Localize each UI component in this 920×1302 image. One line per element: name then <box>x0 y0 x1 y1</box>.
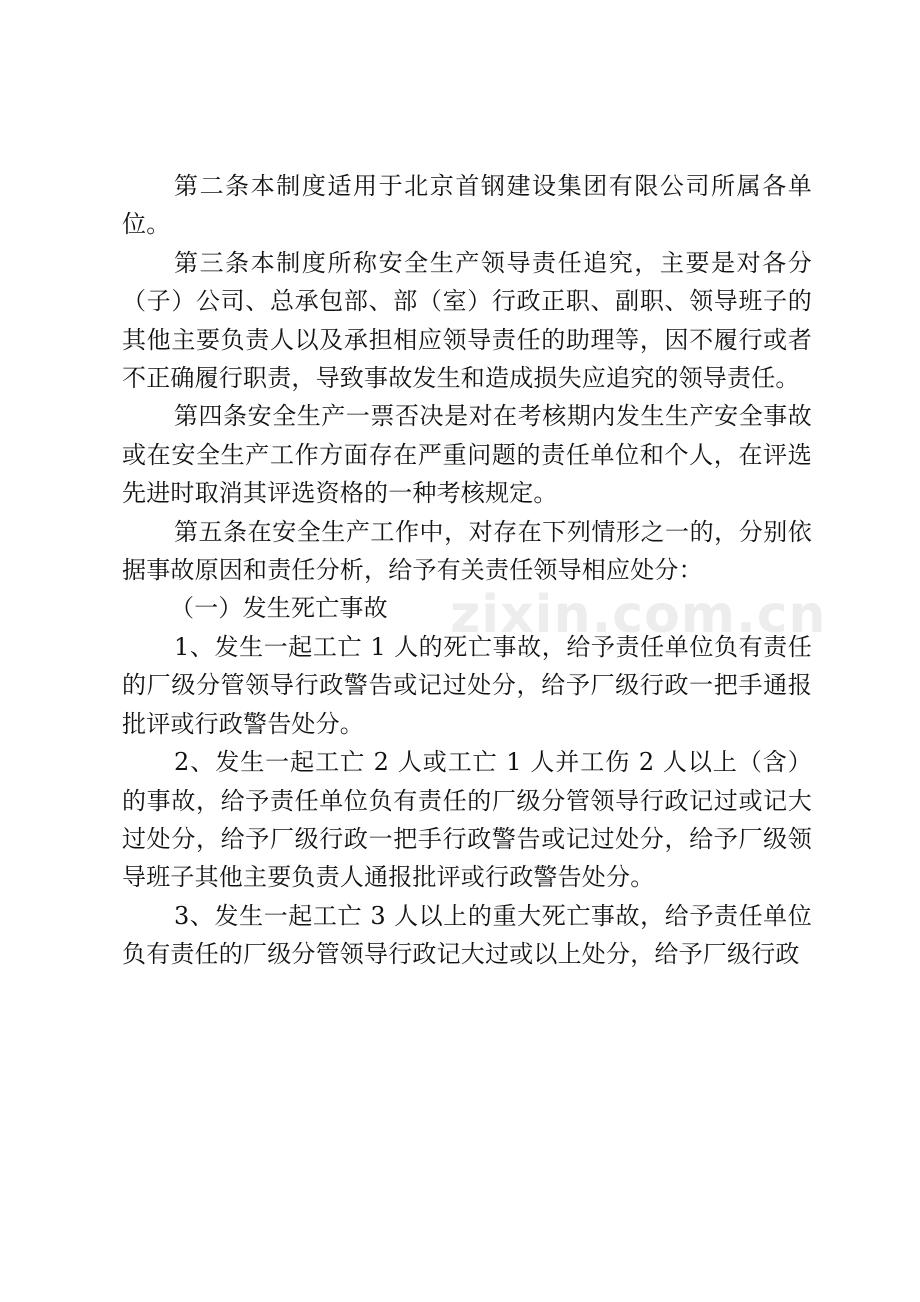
list-item-3: 3、发生一起工亡 3 人以上的重大死亡事故，给予责任单位负有责任的厂级分管领导行政记大过或以上处分，给予厂级行政 <box>122 901 812 969</box>
paragraph-article-5: 第五条在安全生产工作中，对存在下列情形之一的，分别依据事故原因和责任分析，给予有关责任领导相应处分： <box>122 517 812 585</box>
watermark: zixin.com.cn <box>450 585 827 645</box>
paragraph-article-3: 第三条本制度所称安全生产领导责任追究，主要是对各分（子）公司、总承包部、部（室）行政正职、副职、领导班子的其他主要负责人以及承担相应领导责任的助理等，因不履行或者不正确履行职责，导致事故发生和造成损失应追究的领导责任。 <box>122 248 812 393</box>
section-heading-death-accident: （一）发生死亡事故 <box>170 594 388 623</box>
list-item-1: 1、发生一起工亡 1 人的死亡事故，给予责任单位负有责任的厂级分管领导行政警告或记过处分，给予厂级行政一把手通报批评或行政警告处分。 <box>122 632 812 738</box>
list-item-2: 2、发生一起工亡 2 人或工亡 1 人并工伤 2 人以上（含）的事故，给予责任单位负有责任的厂级分管领导行政记过或记大过处分，给予厂级行政一把手行政警告或记过处分，给予厂级领导班子其他主要负责人通报批评或行政警告处分。 <box>122 748 812 892</box>
paragraph-article-4: 第四条安全生产一票否决是对在考核期内发生生产安全事故或在安全生产工作方面存在严重问题的责任单位和个人，在评选先进时取消其评选资格的一种考核规定。 <box>122 402 812 508</box>
document-body <box>122 167 827 974</box>
paragraph-article-2: 第二条本制度适用于北京首钢建设集团有限公司所属各单位。 <box>122 172 812 239</box>
